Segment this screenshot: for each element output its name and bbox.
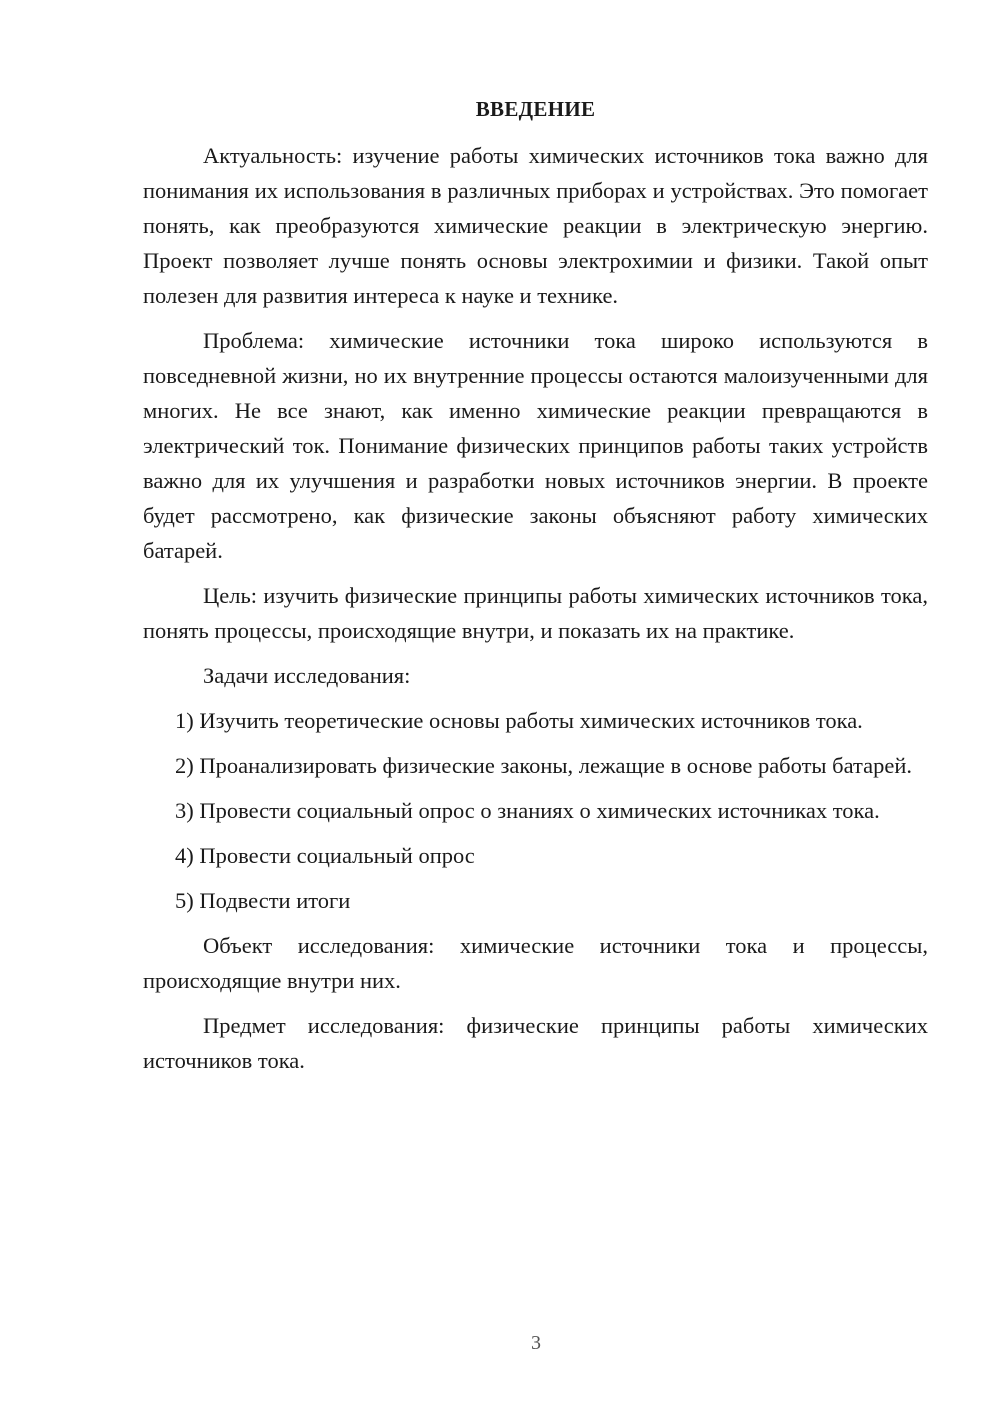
list-item: 1) Изучить теоретические основы работы химических источников тока.	[175, 708, 863, 733]
relevance-paragraph: Актуальность: изучение работы химических источников тока важно для понимания их использования в различных приборах и устройствах. Это помогает понять, как преобразуются химические реакции в электрическую энергию. Проект позволяет лучше понять основы электрохимии и физики. Такой опыт полезен для развития интереса к науке и технике.	[143, 143, 928, 308]
list-item: 2) Проанализировать физические законы, лежащие в основе работы батарей.	[175, 753, 913, 778]
page-number: 3	[531, 1332, 541, 1354]
tasks-list	[143, 703, 928, 918]
list-item: 3) Провести социальный опрос о знаниях о химических источниках тока.	[175, 798, 880, 823]
object-paragraph: Объект исследования: химические источники тока и процессы, происходящие внутри них.	[143, 933, 928, 993]
section-title: ВВЕДЕНИЕ	[475, 97, 596, 121]
page-content	[143, 92, 928, 1088]
list-item: 5) Подвести итоги	[175, 888, 351, 913]
goal-paragraph: Цель: изучить физические принципы работы химических источников тока, понять процессы, происходящие внутри, и показать их на практике.	[143, 583, 928, 643]
problem-paragraph: Проблема: химические источники тока широко используются в повседневной жизни, но их внутренние процессы остаются малоизученными для многих. Не все знают, как именно химические реакции превращаются в электрический ток. Понимание физических принципов работы таких устройств важно для их улучшения и разработки новых источников энергии. В проекте будет рассмотрено, как физические законы объясняют работу химических батарей.	[143, 328, 928, 563]
tasks-heading: Задачи исследования:	[203, 663, 411, 688]
subject-paragraph: Предмет исследования: физические принципы работы химических источников тока.	[143, 1013, 928, 1073]
list-item: 4) Провести социальный опрос	[175, 843, 475, 868]
